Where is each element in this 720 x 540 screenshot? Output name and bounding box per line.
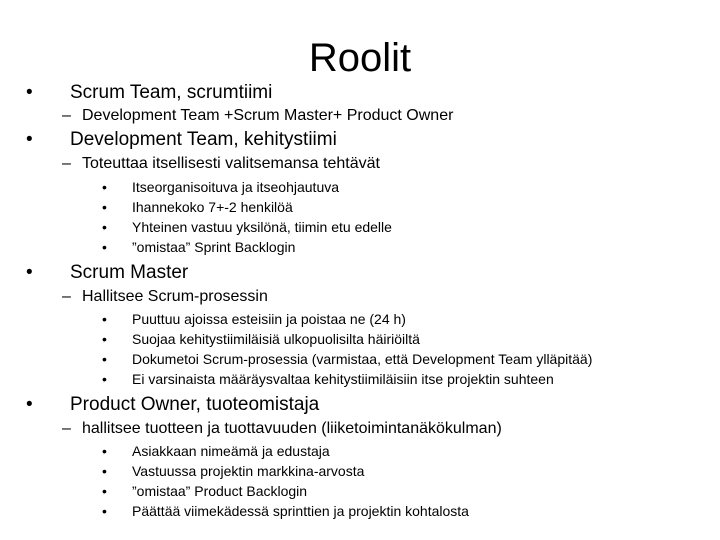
bullet-icon: • [26,129,33,150]
sub-point [62,419,502,439]
sub-point [62,154,380,174]
list-item-text: Asiakkaan nimeämä ja edustaja [132,443,330,459]
list-item [102,218,392,236]
sub-point [62,287,268,307]
list-item-text: Suojaa kehitystiimiläisiä ulkopuolisilta häiriöiltä [132,331,420,347]
list-item-text: ”omistaa” Product Backlogin [132,483,308,499]
bullet-icon: • [102,483,107,499]
dash-icon: – [62,107,71,124]
list-item-text: ”omistaa” Sprint Backlogin [132,239,296,255]
section-heading [26,82,273,104]
list-item-text: Päättää viimekädessä sprinttien ja projektin kohtalosta [132,503,469,519]
sub-point-text: Hallitsee Scrum-prosessin [82,288,268,305]
list-item-text: Yhteinen vastuu yksilönä, tiimin etu edelle [132,219,392,235]
section-heading-text: Product Owner, tuoteomistaja [70,394,320,415]
list-item [102,502,469,520]
dash-icon: – [62,288,71,305]
sub-point-text: Toteuttaa itsellisesti valitsemansa tehtävät [82,155,380,172]
sub-point [62,106,454,126]
section-heading-text: Scrum Team, scrumtiimi [70,82,273,103]
bullet-icon: • [26,82,33,103]
bullet-icon: • [102,351,107,367]
sub-point-text: hallitsee tuotteen ja tuottavuuden (liiketoimintanäkökulman) [82,420,502,437]
bullet-icon: • [26,394,33,415]
list-item [102,238,296,256]
section-heading [26,394,320,416]
list-item [102,442,330,460]
section-heading [26,129,337,151]
list-item [102,462,365,480]
list-item [102,370,554,388]
list-item-text: Puuttuu ajoissa esteisiin ja poistaa ne (24 h) [132,311,406,327]
bullet-icon: • [102,219,107,235]
sub-point-text: Development Team +Scrum Master+ Product Owner [82,107,454,124]
slide-title: Roolit [308,36,412,80]
list-item [102,482,308,500]
bullet-icon: • [102,179,107,195]
list-item [102,178,340,196]
bullet-icon: • [102,371,107,387]
list-item-text: Itseorganisoituva ja itseohjautuva [132,179,340,195]
bullet-icon: • [102,331,107,347]
list-item-text: Dokumetoi Scrum-prosessia (varmistaa, että Development Team ylläpitää) [132,351,593,367]
section-heading-text: Scrum Master [70,262,189,283]
list-item [102,310,406,328]
list-item-text: Ihannekoko 7+-2 henkilöä [132,199,293,215]
list-item [102,350,593,368]
section-heading-text: Development Team, kehitystiimi [70,129,337,150]
list-item-text: Ei varsinaista määräysvaltaa kehitystiimiläisiin itse projektin suhteen [132,371,554,387]
section-heading [26,262,189,284]
bullet-icon: • [102,311,107,327]
bullet-icon: • [102,239,107,255]
bullet-icon: • [102,199,107,215]
list-item [102,330,420,348]
bullet-icon: • [102,443,107,459]
dash-icon: – [62,155,71,172]
bullet-icon: • [102,503,107,519]
bullet-icon: • [26,262,33,283]
list-item-text: Vastuussa projektin markkina-arvosta [132,463,365,479]
bullet-icon: • [102,463,107,479]
dash-icon: – [62,420,71,437]
list-item [102,198,293,216]
